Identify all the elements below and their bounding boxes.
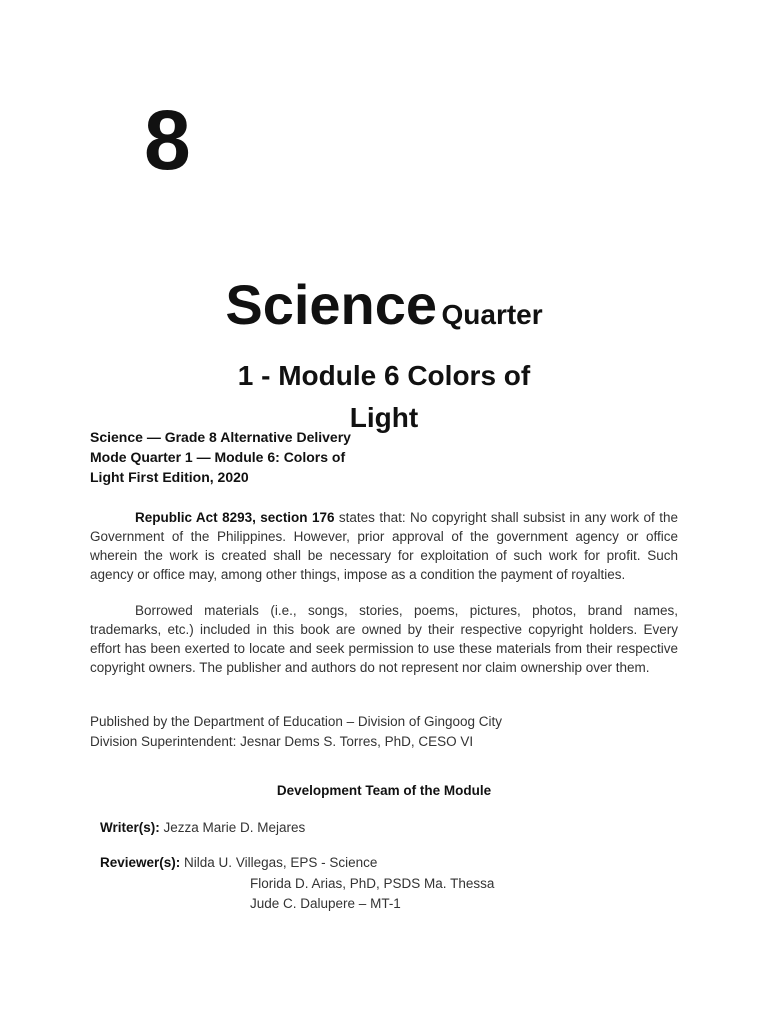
law-text: states that: No copyright shall subsist in any work of the Government of the Philippines. However, prior approval of the government agency or office wherein the work is created shall be necessary for exploitation of such work for profit. Such agency or office may, among other things, impose as a condition the payment of royalties. <box>90 510 678 582</box>
title-line-3: Light <box>349 402 419 433</box>
reviewer-item: Jude C. Dalupere – MT-1 <box>250 896 401 911</box>
module-title <box>0 270 768 439</box>
copyright-paragraph <box>90 508 678 584</box>
edition-line-1: Science — Grade 8 Alternative Delivery <box>90 429 351 445</box>
edition-line-3: Light First Edition, 2020 <box>90 469 249 485</box>
reviewer-item: Nilda U. Villegas, EPS - Science <box>180 855 378 870</box>
grade-number: 8 <box>144 93 191 187</box>
publisher-info <box>90 712 502 752</box>
title-quarter: Quarter <box>441 299 543 330</box>
title-line-1 <box>0 270 768 355</box>
development-team-heading: Development Team of the Module <box>276 783 492 798</box>
edition-info <box>90 427 400 487</box>
reviewers-row <box>100 853 377 873</box>
writers-row <box>100 818 305 838</box>
division-superintendent: Division Superintendent: Jesnar Dems S. Torres, PhD, CESO VI <box>90 734 474 749</box>
borrowed-materials-paragraph: Borrowed materials (i.e., songs, stories, poems, pictures, photos, brand names, trademarks, etc.) included in this book are owned by their respective copyright holders. Every effort has been exerted to locate and seek permission to use these materials from their respective copyright owners. The publisher and authors do not represent nor claim ownership over them. <box>90 603 678 675</box>
writers-value: Jezza Marie D. Mejares <box>159 820 306 835</box>
reviewer-item: Florida D. Arias, PhD, PSDS Ma. Thessa <box>250 876 495 891</box>
title-line-2: 1 - Module 6 Colors of <box>237 360 531 391</box>
reviewers-label: Reviewer(s): <box>100 855 181 870</box>
writers-label: Writer(s): <box>100 820 160 835</box>
published-by: Published by the Department of Education – Division of Gingoog City <box>90 714 502 729</box>
edition-line-2: Mode Quarter 1 — Module 6: Colors of <box>90 449 346 465</box>
title-science: Science <box>225 273 438 336</box>
law-reference: Republic Act 8293, section 176 <box>135 510 335 525</box>
